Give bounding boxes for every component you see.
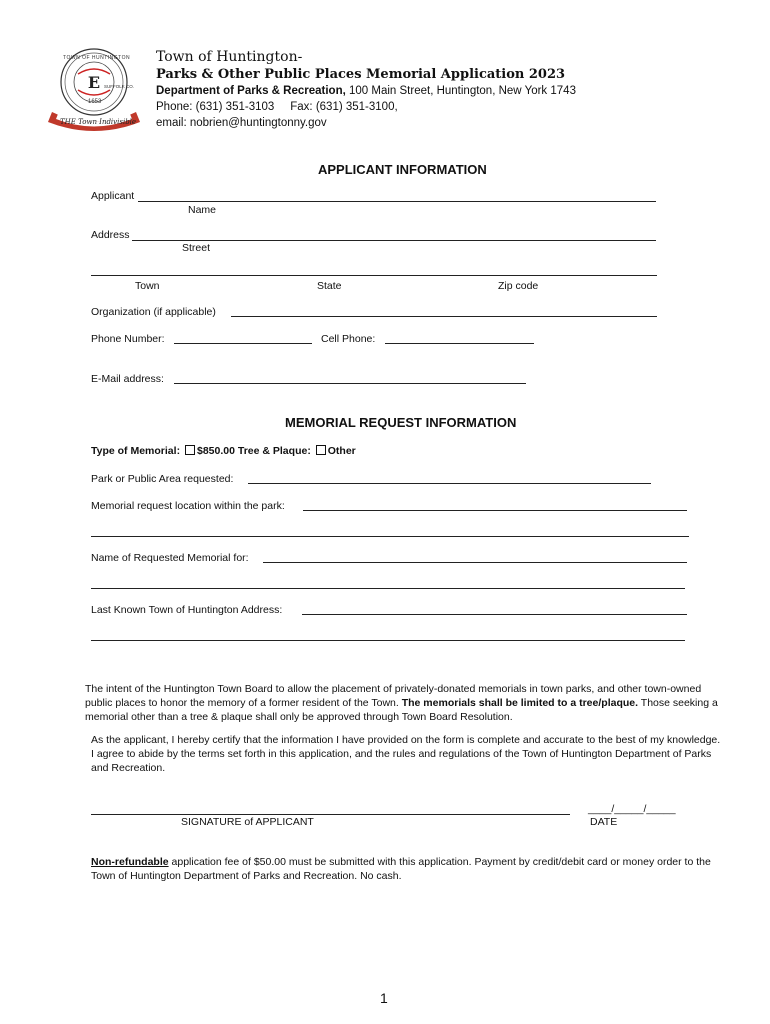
non-refundable-label: Non-refundable: [91, 856, 169, 868]
location-field[interactable]: [303, 510, 687, 511]
last-address-label: Last Known Town of Huntington Address:: [91, 604, 283, 616]
zip-caption: Zip code: [498, 280, 539, 292]
state-caption: State: [317, 280, 342, 292]
seal-top-text: TOWN OF HUNTINGTON: [63, 55, 131, 61]
date-caption: DATE: [590, 816, 618, 828]
certification-paragraph: As the applicant, I hereby certify that the information I have provided on the form is complete and accurate to the best of my knowledge. I agree to abide by the terms set forth in this application, and the rules and regulations of the Town of Huntington Department of Parks and Recreation.: [91, 734, 721, 774]
seal-center-letter: E: [87, 73, 101, 92]
memorial-name-label: Name of Requested Memorial for:: [91, 552, 249, 564]
other-option: Other: [327, 445, 356, 457]
memorial-type-label: Type of Memorial:: [91, 445, 181, 457]
fee-text: application fee of $50.00 must be submitted with this application. Payment by credit/debit card or money order to the Town of Huntington Department of Parks and Recreation. No cash.: [91, 856, 711, 882]
town-caption: Town: [135, 280, 160, 292]
memorial-section-title: MEMORIAL REQUEST INFORMATION: [285, 415, 517, 430]
organization-field[interactable]: [231, 316, 657, 317]
park-field[interactable]: [248, 483, 651, 484]
department-name: Department of Parks & Recreation,: [156, 85, 346, 97]
applicant-section-title: APPLICANT INFORMATION: [318, 162, 487, 177]
intent-text-2: Those seeking a memorial other than a tree & plaque shall only be approved through Town Board Resolution.: [85, 697, 718, 723]
title-line-2: Parks & Other Public Places Memorial Application 2023: [156, 67, 566, 82]
page-number: 1: [380, 990, 388, 1006]
intent-paragraph: [85, 682, 725, 724]
seal-motto: THE Town Indivisible: [60, 118, 137, 126]
memorial-type-row: [91, 445, 356, 457]
tree-plaque-checkbox[interactable]: [185, 445, 195, 455]
address-town-state-zip-field[interactable]: [91, 275, 657, 276]
location-label: Memorial request location within the park:: [91, 500, 285, 512]
seal-side-text: SUFFOLK CO.: [104, 84, 135, 89]
intent-text-1: The intent of the Huntington Town Board to allow the placement of privately-donated memorials in town parks, and other town-owned public places to honor the memory of a former resident of the Town.: [85, 683, 702, 709]
tree-plaque-option: $850.00 Tree & Plaque:: [197, 445, 311, 457]
email-field[interactable]: [174, 383, 526, 384]
park-label: Park or Public Area requested:: [91, 473, 234, 485]
last-address-field[interactable]: [302, 614, 687, 615]
name-caption: Name: [188, 204, 217, 216]
fee-paragraph: [91, 855, 721, 883]
intent-bold: The memorials shall be limited to a tree/plaque.: [401, 697, 639, 709]
applicant-name-field[interactable]: [138, 201, 656, 202]
street-caption: Street: [182, 242, 211, 254]
memorial-name-field[interactable]: [263, 562, 687, 563]
location-field-continued[interactable]: [91, 536, 689, 537]
signature-field[interactable]: [91, 814, 570, 815]
memorial-name-field-continued[interactable]: [91, 588, 685, 589]
email-line: email: nobrien@huntingtonny.gov: [156, 117, 327, 129]
address-street-field[interactable]: [132, 240, 656, 241]
phone-label: Phone Number:: [91, 333, 165, 345]
last-address-field-continued[interactable]: [91, 640, 685, 641]
address-label: Address: [91, 229, 130, 241]
seal-year: 1653: [88, 99, 102, 105]
cell-phone-label: Cell Phone:: [321, 333, 376, 345]
signature-caption: SIGNATURE of APPLICANT: [181, 816, 314, 828]
title-line-1: Town of Huntington-: [156, 49, 303, 65]
department-address: 100 Main Street, Huntington, New York 1743: [345, 85, 576, 97]
department-line: [156, 85, 576, 97]
applicant-label: Applicant: [91, 190, 135, 202]
other-checkbox[interactable]: [316, 445, 326, 455]
phone-field[interactable]: [174, 343, 312, 344]
email-label: E-Mail address:: [91, 373, 164, 385]
cell-phone-field[interactable]: [385, 343, 534, 344]
date-field[interactable]: ____/_____/_____: [588, 803, 676, 815]
phone-fax-line: Phone: (631) 351-3103 Fax: (631) 351-3100,: [156, 101, 398, 113]
organization-label: Organization (if applicable): [91, 306, 216, 318]
